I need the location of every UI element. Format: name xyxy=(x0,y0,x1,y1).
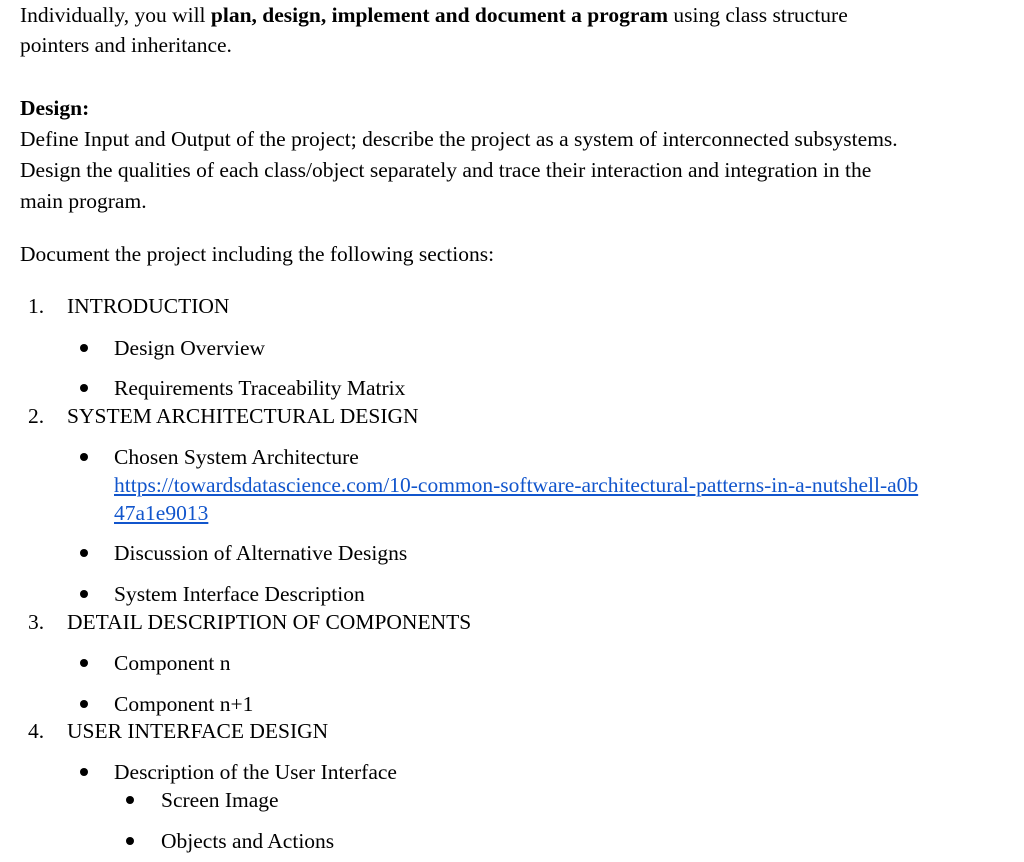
bullet-icon xyxy=(126,837,134,845)
bullet-icon xyxy=(80,344,88,352)
intro-line-1 xyxy=(20,5,848,27)
section-2-title: SYSTEM ARCHITECTURAL DESIGN xyxy=(67,404,419,428)
section-2-number: 2. xyxy=(28,404,45,428)
bullet-icon xyxy=(80,453,88,461)
document-intro: Document the project including the following sections: xyxy=(20,242,495,266)
section-2-item-2: Discussion of Alternative Designs xyxy=(114,541,408,565)
design-heading: Design: xyxy=(20,96,90,120)
design-line-3: main program. xyxy=(20,189,147,213)
section-1-number: 1. xyxy=(28,294,45,318)
section-1-item-2: Requirements Traceability Matrix xyxy=(114,376,406,400)
section-2-item-1: Chosen System Architecture xyxy=(114,445,359,469)
intro-text-pre: Individually, you will xyxy=(20,3,211,27)
section-4-subitem-2: Objects and Actions xyxy=(161,829,335,853)
intro-text-post: using class structure xyxy=(668,3,848,27)
section-3-title: DETAIL DESCRIPTION OF COMPONENTS xyxy=(67,610,472,634)
section-4-number: 4. xyxy=(28,719,45,743)
section-1-item-1: Design Overview xyxy=(114,336,266,360)
section-3-item-2: Component n+1 xyxy=(114,692,254,716)
architecture-link-line-2[interactable]: 47a1e9013 xyxy=(114,501,209,525)
section-4-title: USER INTERFACE DESIGN xyxy=(67,719,329,743)
bullet-icon xyxy=(80,384,88,392)
design-line-1: Define Input and Output of the project; describe the project as a system of interconnected subsystems. xyxy=(20,127,898,151)
section-4-item-1: Description of the User Interface xyxy=(114,760,397,784)
section-4-subitem-1: Screen Image xyxy=(161,788,279,812)
intro-line-2: pointers and inheritance. xyxy=(20,33,232,57)
design-line-2: Design the qualities of each class/object separately and trace their interaction and integration in the xyxy=(20,158,872,182)
bullet-icon xyxy=(126,796,134,804)
bullet-icon xyxy=(80,659,88,667)
intro-text-bold: plan, design, implement and document a program xyxy=(210,3,669,27)
bullet-icon xyxy=(80,590,88,598)
bullet-icon xyxy=(80,549,88,557)
section-3-number: 3. xyxy=(28,610,45,634)
bullet-icon xyxy=(80,700,88,708)
bullet-icon xyxy=(80,768,88,776)
section-2-item-3: System Interface Description xyxy=(114,582,365,606)
section-3-item-1: Component n xyxy=(114,651,231,675)
section-1-title: INTRODUCTION xyxy=(67,294,230,318)
architecture-link-line-1[interactable]: https://towardsdatascience.com/10-common-software-architectural-patterns-in-a-nutshell-a0b xyxy=(114,473,919,497)
